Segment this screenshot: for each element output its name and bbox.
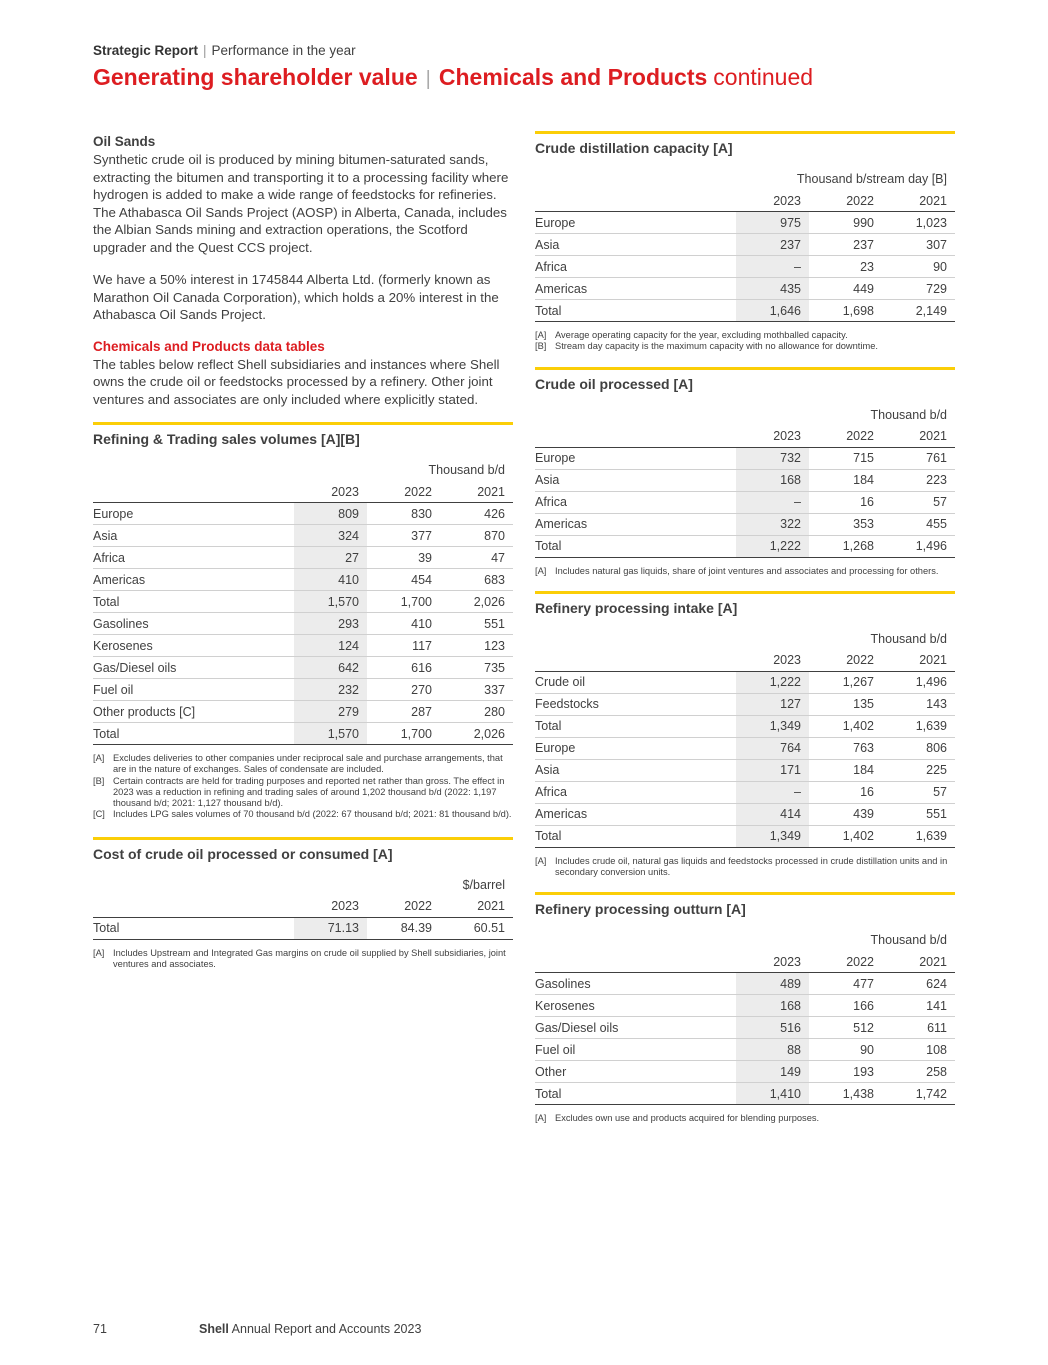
table-footnotes <box>93 948 513 971</box>
footnote <box>535 856 955 879</box>
cell-value: 193 <box>809 1061 882 1083</box>
cell-value: 1,268 <box>809 535 882 557</box>
cell-value: 377 <box>367 525 440 547</box>
table-footnotes <box>93 753 513 821</box>
cell-value: 279 <box>294 701 367 723</box>
footnote <box>93 753 513 776</box>
footnote-key: [A] <box>535 330 547 340</box>
year-header: 2022 <box>809 951 882 973</box>
cell-value: 1,349 <box>736 715 809 737</box>
row-label: Total <box>535 825 736 847</box>
cell-value: 2,026 <box>440 723 513 745</box>
page-title-main: Generating shareholder value <box>93 64 418 90</box>
year-header: 2022 <box>809 426 882 448</box>
cell-value: 124 <box>294 635 367 657</box>
footnote-text: Includes natural gas liquids, share of joint ventures and associates and processing for others. <box>555 565 939 576</box>
row-label: Gasolines <box>93 613 294 635</box>
table-crude-processed <box>535 367 955 577</box>
cell-value: 806 <box>882 737 955 759</box>
table-row <box>535 759 955 781</box>
data-tables-heading: Chemicals and Products data tables <box>93 338 325 354</box>
cell-value: 23 <box>809 256 882 278</box>
table-title: Crude oil processed [A] <box>535 375 693 392</box>
cell-value: – <box>736 781 809 803</box>
table-row <box>93 525 513 547</box>
cell-value: 324 <box>294 525 367 547</box>
year-header: 2023 <box>736 426 809 448</box>
cell-value: 27 <box>294 547 367 569</box>
year-header: 2022 <box>809 190 882 212</box>
table-title: Cost of crude oil processed or consumed [A] <box>93 845 393 862</box>
cell-value: 410 <box>294 569 367 591</box>
cell-value: 223 <box>882 469 955 491</box>
footnote-key: [A] <box>535 1113 547 1124</box>
table-title: Crude distillation capacity [A] <box>535 140 733 156</box>
cell-value: 455 <box>882 513 955 535</box>
cell-value: 88 <box>736 1039 809 1061</box>
year-header: 2023 <box>736 951 809 973</box>
row-label: Asia <box>93 525 294 547</box>
footnote-key: [C] <box>93 809 105 820</box>
cell-value: 551 <box>440 613 513 635</box>
row-label: Crude oil <box>535 671 736 693</box>
cell-value: 1,639 <box>882 825 955 847</box>
footnote-text: Excludes own use and products acquired for blending purposes. <box>555 1113 820 1124</box>
table-row <box>535 278 955 300</box>
row-label: Total <box>535 300 736 322</box>
table-row <box>535 693 955 715</box>
row-label: Americas <box>535 803 736 825</box>
cell-value: 624 <box>882 973 955 995</box>
footnote-key: [A] <box>535 565 547 576</box>
table-row <box>535 1083 955 1105</box>
unit-label: Thousand b/d <box>428 463 505 477</box>
year-header: 2023 <box>294 896 367 918</box>
right-column <box>535 131 955 1125</box>
cell-value: 761 <box>882 447 955 469</box>
table-footnotes <box>535 856 955 879</box>
footnote-key: [A] <box>93 753 105 763</box>
table-row <box>93 591 513 613</box>
cell-value: 764 <box>736 737 809 759</box>
cell-value: 642 <box>294 657 367 679</box>
page-title-section: Chemicals and Products <box>438 64 708 90</box>
footnote-text: Includes LPG sales volumes of 70 thousand b/d (2022: 67 thousand b/d; 2021: 81 thousand b/d). <box>113 809 512 820</box>
cell-value: 1,639 <box>882 715 955 737</box>
row-label: Europe <box>535 212 736 234</box>
footnote <box>535 330 955 341</box>
year-header: 2021 <box>882 426 955 448</box>
title-separator: | <box>425 68 431 90</box>
cell-value: 414 <box>736 803 809 825</box>
cell-value: 225 <box>882 759 955 781</box>
table-title: Refinery processing outturn [A] <box>535 901 746 918</box>
row-label: Other products [C] <box>93 701 294 723</box>
unit-label: Thousand b/d <box>870 631 947 646</box>
cell-value: 322 <box>736 513 809 535</box>
row-label: Asia <box>535 759 736 781</box>
cell-value: 1,700 <box>367 591 440 613</box>
cell-value: 184 <box>809 469 882 491</box>
cell-value: 477 <box>809 973 882 995</box>
footnote <box>535 566 955 577</box>
table-row <box>535 491 955 513</box>
cell-value: 135 <box>809 693 882 715</box>
data-table <box>535 628 955 848</box>
table-footnotes <box>535 330 955 353</box>
oil-sands-paragraph-1: Synthetic crude oil is produced by mining bitumen-saturated sands, extracting the bitumen and transporting it to a processing facility where hydrogen is added to make a wide range of feedstocks for refineries. The Athabasca Oil Sands Project (AOSP) in Alberta, Canada, includes the Albian Sands mining and extraction operations, the Scotford upgrader and the Quest CCS project. <box>93 152 509 255</box>
table-row <box>535 212 955 234</box>
table-row <box>535 1061 955 1083</box>
cell-value: 280 <box>440 701 513 723</box>
cell-value: 123 <box>440 635 513 657</box>
data-table <box>535 929 955 1105</box>
footnote-text: Includes crude oil, natural gas liquids and feedstocks processed in crude distillation units and in secondary conversion units. <box>555 855 948 878</box>
cell-value: 616 <box>367 657 440 679</box>
year-header: 2021 <box>882 951 955 973</box>
cell-value: 1,023 <box>882 212 955 234</box>
table-row <box>535 300 955 322</box>
cell-value: 1,700 <box>367 723 440 745</box>
cell-value: 439 <box>809 803 882 825</box>
cell-value: 516 <box>736 1017 809 1039</box>
row-label: Gasolines <box>535 973 736 995</box>
row-label: Total <box>93 917 294 939</box>
footnote-text: Stream day capacity is the maximum capacity with no allowance for downtime. <box>555 341 878 352</box>
cell-value: 293 <box>294 613 367 635</box>
cell-value: 1,570 <box>294 723 367 745</box>
cell-value: 1,496 <box>882 535 955 557</box>
table-title: Refining & Trading sales volumes [A][B] <box>93 431 360 447</box>
page-title-continued: continued <box>713 64 814 90</box>
cell-value: 1,496 <box>882 671 955 693</box>
table-title: Refinery processing intake [A] <box>535 599 738 616</box>
table-row <box>535 737 955 759</box>
footnote <box>93 776 513 810</box>
cell-value: 1,222 <box>736 671 809 693</box>
row-label: Americas <box>535 278 736 300</box>
cell-value: 184 <box>809 759 882 781</box>
cell-value: 168 <box>736 469 809 491</box>
table-row <box>535 513 955 535</box>
table-row <box>535 781 955 803</box>
data-table <box>93 874 513 940</box>
unit-label: Thousand b/stream day [B] <box>796 172 947 186</box>
row-label: Europe <box>535 737 736 759</box>
cell-value: 166 <box>809 995 882 1017</box>
cell-value: 975 <box>736 212 809 234</box>
cell-value: 1,698 <box>809 300 882 322</box>
breadcrumb <box>93 43 356 58</box>
cell-value: 16 <box>809 781 882 803</box>
table-row <box>93 503 513 525</box>
footnote <box>535 341 955 352</box>
cell-value: 171 <box>736 759 809 781</box>
footer-brand-name: Shell <box>199 1322 229 1336</box>
footer-doc-title: Annual Report and Accounts 2023 <box>231 1322 422 1336</box>
table-row <box>93 917 513 939</box>
row-label: Gas/Diesel oils <box>93 657 294 679</box>
cell-value: 57 <box>882 781 955 803</box>
cell-value: 512 <box>809 1017 882 1039</box>
unit-label: Thousand b/d <box>870 933 947 948</box>
cell-value: 2,026 <box>440 591 513 613</box>
row-label: Total <box>535 535 736 557</box>
cell-value: 426 <box>440 503 513 525</box>
cell-value: 143 <box>882 693 955 715</box>
year-header: 2022 <box>367 481 440 503</box>
table-intake <box>535 591 955 879</box>
table-row <box>93 679 513 701</box>
breadcrumb-separator: | <box>203 43 207 58</box>
cell-value: 1,438 <box>809 1083 882 1105</box>
table-row <box>535 973 955 995</box>
cell-value: 715 <box>809 447 882 469</box>
table-row <box>535 1017 955 1039</box>
cell-value: 258 <box>882 1061 955 1083</box>
table-row <box>535 803 955 825</box>
cell-value: 270 <box>367 679 440 701</box>
cell-value: 990 <box>809 212 882 234</box>
breadcrumb-subsection: Performance in the year <box>211 43 356 58</box>
footnote-text: Includes Upstream and Integrated Gas margins on crude oil supplied by Shell subsidiaries, joint ventures and associates. <box>113 947 506 970</box>
footnote <box>535 1113 955 1124</box>
row-label: Gas/Diesel oils <box>535 1017 736 1039</box>
row-label: Feedstocks <box>535 693 736 715</box>
row-label: Total <box>93 591 294 613</box>
row-label: Africa <box>535 491 736 513</box>
cell-value: 57 <box>882 491 955 513</box>
year-header: 2023 <box>294 481 367 503</box>
table-footnotes <box>535 1113 955 1124</box>
row-label: Fuel oil <box>93 679 294 701</box>
row-label: Fuel oil <box>535 1039 736 1061</box>
cell-value: 84.39 <box>367 917 440 939</box>
row-label: Kerosenes <box>535 995 736 1017</box>
cell-value: 1,570 <box>294 591 367 613</box>
page-title <box>93 64 813 91</box>
table-row <box>535 447 955 469</box>
cell-value: 39 <box>367 547 440 569</box>
oil-sands-paragraph-2: We have a 50% interest in 1745844 Alberta Ltd. (formerly known as Marathon Oil Canada Corporation), which holds a 20% interest in the Athabasca Oil Sands Project. <box>93 272 499 322</box>
cell-value: 141 <box>882 995 955 1017</box>
footnote-key: [B] <box>535 341 547 352</box>
table-row <box>93 613 513 635</box>
row-label: Asia <box>535 234 736 256</box>
cell-value: 1,742 <box>882 1083 955 1105</box>
table-row <box>535 995 955 1017</box>
table-sales <box>93 422 513 821</box>
cell-value: 90 <box>882 256 955 278</box>
cell-value: 435 <box>736 278 809 300</box>
cell-value: 168 <box>736 995 809 1017</box>
table-row <box>535 469 955 491</box>
table-cost <box>93 837 513 971</box>
year-header: 2022 <box>367 896 440 918</box>
year-header: 2021 <box>440 481 513 503</box>
footnote-key: [A] <box>535 855 547 866</box>
cell-value: 90 <box>809 1039 882 1061</box>
cell-value: 1,267 <box>809 671 882 693</box>
cell-value: 1,646 <box>736 300 809 322</box>
cell-value: 353 <box>809 513 882 535</box>
table-row <box>535 671 955 693</box>
cell-value: 1,410 <box>736 1083 809 1105</box>
unit-label: $/barrel <box>462 877 505 892</box>
cell-value: 16 <box>809 491 882 513</box>
table-row <box>535 1039 955 1061</box>
cell-value: 1,402 <box>809 825 882 847</box>
cell-value: 232 <box>294 679 367 701</box>
data-table <box>93 459 513 745</box>
data-tables-intro: The tables below reflect Shell subsidiaries and instances where Shell owns the crude oil or feedstocks processed by a refinery. Other joint ventures and associates are only included where explicitly stated. <box>93 356 500 407</box>
cell-value: 237 <box>809 234 882 256</box>
cell-value: 337 <box>440 679 513 701</box>
table-outturn <box>535 892 955 1124</box>
year-header: 2021 <box>882 190 955 212</box>
table-distillation <box>535 131 955 353</box>
row-label: Americas <box>535 513 736 535</box>
cell-value: 732 <box>736 447 809 469</box>
footnote-text: Average operating capacity for the year, excluding mothballed capacity. <box>555 330 848 340</box>
footnote-key: [B] <box>93 775 105 786</box>
data-table <box>535 168 955 322</box>
row-label: Total <box>535 1083 736 1105</box>
unit-label: Thousand b/d <box>870 407 947 422</box>
cell-value: 809 <box>294 503 367 525</box>
cell-value: 1,402 <box>809 715 882 737</box>
row-label: Total <box>93 723 294 745</box>
row-label: Asia <box>535 469 736 491</box>
cell-value: 2,149 <box>882 300 955 322</box>
cell-value: 763 <box>809 737 882 759</box>
cell-value: 551 <box>882 803 955 825</box>
cell-value: 683 <box>440 569 513 591</box>
table-row <box>93 701 513 723</box>
year-header: 2023 <box>736 650 809 672</box>
footnote-text: Certain contracts are held for trading purposes and reported net rather than gross. The effect in 2023 was a reduction in refining and trading sales of around 1,202 thousand b/d (2022: 1,197 thousand b/d; 2021: 1,127 thousand b/d). <box>113 775 505 809</box>
cell-value: 149 <box>736 1061 809 1083</box>
row-label: Total <box>535 715 736 737</box>
row-label: Americas <box>93 569 294 591</box>
table-row <box>93 635 513 657</box>
cell-value: 870 <box>440 525 513 547</box>
cell-value: 287 <box>367 701 440 723</box>
table-footnotes <box>535 566 955 577</box>
cell-value: 127 <box>736 693 809 715</box>
footnote-text: Excludes deliveries to other companies under reciprocal sale and purchase arrangements, that are in the nature of exchanges. Sales of condensate are included. <box>113 753 503 775</box>
cell-value: 117 <box>367 635 440 657</box>
cell-value: 60.51 <box>440 917 513 939</box>
table-row <box>93 723 513 745</box>
year-header: 2022 <box>809 650 882 672</box>
cell-value: 454 <box>367 569 440 591</box>
footnote <box>93 809 513 820</box>
table-row <box>535 715 955 737</box>
row-label: Europe <box>93 503 294 525</box>
cell-value: 1,349 <box>736 825 809 847</box>
year-header: 2021 <box>440 896 513 918</box>
year-header: 2023 <box>736 190 809 212</box>
cell-value: 729 <box>882 278 955 300</box>
breadcrumb-section: Strategic Report <box>93 43 199 58</box>
row-label: Africa <box>535 256 736 278</box>
row-label: Africa <box>93 547 294 569</box>
row-label: Europe <box>535 447 736 469</box>
table-row <box>93 657 513 679</box>
cell-value: 410 <box>367 613 440 635</box>
cell-value: 108 <box>882 1039 955 1061</box>
footnote-key: [A] <box>93 947 105 958</box>
cell-value: 830 <box>367 503 440 525</box>
table-row <box>535 234 955 256</box>
year-header: 2021 <box>882 650 955 672</box>
cell-value: 449 <box>809 278 882 300</box>
page-number: 71 <box>93 1322 107 1336</box>
cell-value: 1,222 <box>736 535 809 557</box>
cell-value: 489 <box>736 973 809 995</box>
table-row <box>93 547 513 569</box>
cell-value: – <box>736 491 809 513</box>
cell-value: 307 <box>882 234 955 256</box>
row-label: Africa <box>535 781 736 803</box>
cell-value: 735 <box>440 657 513 679</box>
table-row <box>535 256 955 278</box>
oil-sands-heading: Oil Sands <box>93 134 156 149</box>
data-table <box>535 404 955 558</box>
cell-value: 71.13 <box>294 917 367 939</box>
cell-value: 237 <box>736 234 809 256</box>
row-label: Other <box>535 1061 736 1083</box>
table-row <box>93 569 513 591</box>
table-row <box>535 825 955 847</box>
cell-value: 47 <box>440 547 513 569</box>
footer-brand <box>199 1322 421 1336</box>
cell-value: 611 <box>882 1017 955 1039</box>
table-row <box>535 535 955 557</box>
row-label: Kerosenes <box>93 635 294 657</box>
cell-value: – <box>736 256 809 278</box>
footnote <box>93 948 513 971</box>
left-column <box>93 134 513 970</box>
